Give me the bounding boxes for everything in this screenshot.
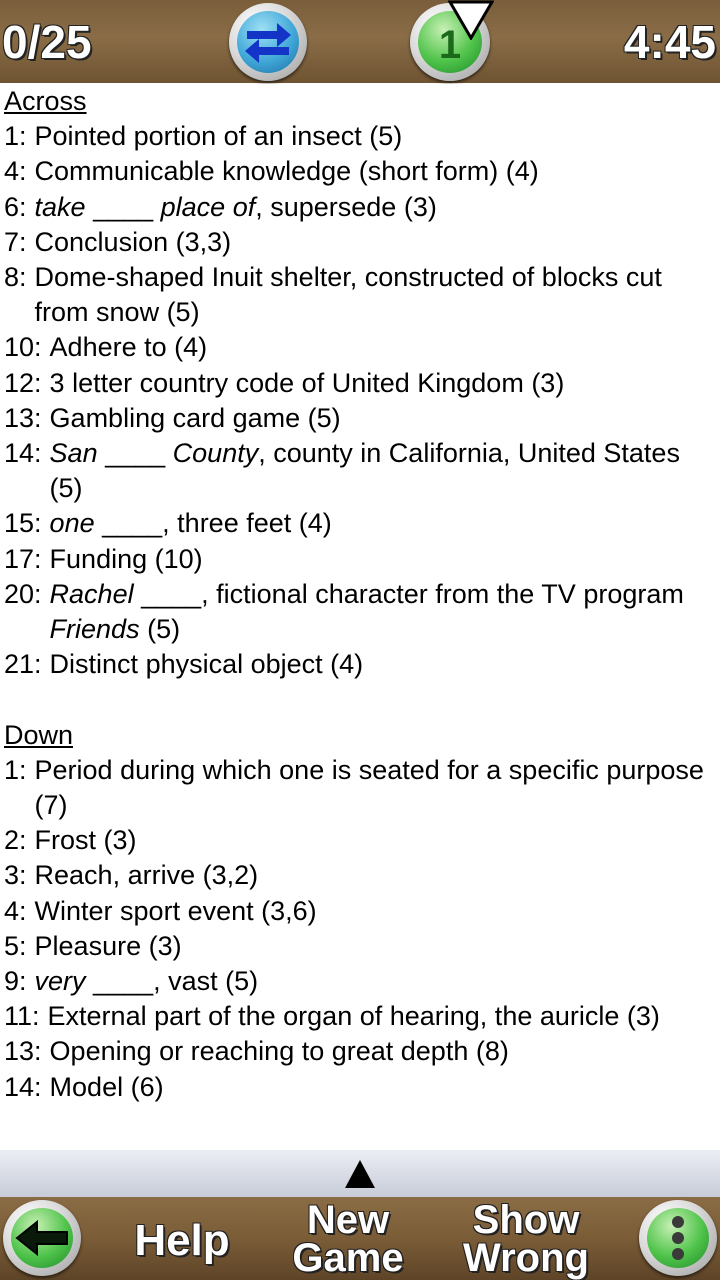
clue-text: Pleasure (3): [34, 930, 182, 961]
bottom-bar: [0, 1197, 720, 1280]
clue-text: one ____, three feet (4): [49, 508, 332, 539]
down-heading: Down: [4, 719, 74, 750]
clue-number: 3:: [4, 860, 27, 891]
clue-text: Communicable knowledge (short form) (4): [34, 156, 539, 187]
clue-number: 20:: [4, 578, 42, 609]
clue-text: Adhere to (4): [49, 332, 208, 363]
clue-item[interactable]: [0, 506, 720, 541]
swap-view-button[interactable]: [229, 3, 307, 81]
clue-item[interactable]: [0, 964, 720, 999]
clue-number: 8:: [4, 262, 27, 292]
clue-text: Model (6): [49, 1071, 164, 1102]
clue-item[interactable]: [0, 823, 720, 858]
clue-text: Frost (3): [34, 825, 137, 856]
clue-item[interactable]: [0, 929, 720, 964]
clue-item[interactable]: [0, 225, 720, 260]
clue-number: 10:: [4, 332, 42, 363]
clue-text: Conclusion (3,3): [34, 226, 232, 257]
clue-text: Distinct physical object (4): [49, 649, 364, 680]
clue-item[interactable]: [0, 647, 720, 682]
clue-text: Winter sport event (3,6): [34, 895, 317, 926]
clue-item[interactable]: [0, 753, 720, 823]
clue-number: 15:: [4, 508, 42, 539]
top-bar: [0, 0, 720, 83]
countdown-timer: 4:45: [623, 16, 716, 68]
back-arrow-icon: [11, 1208, 73, 1268]
clue-item[interactable]: [0, 577, 720, 647]
clue-text: Reach, arrive (3,2): [34, 860, 259, 891]
clue-number: 5:: [4, 930, 27, 961]
clue-item[interactable]: [0, 330, 720, 365]
help-button[interactable]: Help: [134, 1216, 230, 1265]
clue-number: 11:: [4, 1001, 40, 1032]
clue-item[interactable]: [0, 190, 720, 225]
clue-item[interactable]: [0, 858, 720, 893]
clue-text: very ____, vast (5): [34, 966, 259, 997]
clue-number: 14:: [4, 1071, 42, 1102]
clue-item[interactable]: [0, 260, 720, 330]
caret-down-icon: [448, 0, 494, 40]
swap-arrows-icon: [237, 11, 299, 73]
clue-number: 14:: [4, 438, 42, 469]
scroll-up-arrow-icon[interactable]: [343, 1158, 377, 1190]
clue-number: 13:: [4, 402, 42, 433]
clue-number: 17:: [4, 543, 42, 574]
clue-number: 9:: [4, 966, 27, 997]
clue-number: 13:: [4, 1036, 42, 1067]
clue-item[interactable]: [0, 119, 720, 154]
clue-number: 1:: [4, 754, 27, 785]
across-clues: [0, 119, 720, 682]
clue-text: San ____ County, county in California, United States (5): [49, 438, 680, 504]
clue-number: 12:: [4, 367, 42, 398]
new-game-button[interactable]: New Game: [292, 1198, 404, 1280]
clue-text: Funding (10): [49, 543, 203, 574]
clue-text: take ____ place of, supersede (3): [34, 191, 437, 222]
clue-text: External part of the organ of hearing, the auricle (3): [47, 1001, 660, 1032]
clue-number: 1:: [4, 121, 27, 152]
scroll-strip[interactable]: [0, 1150, 720, 1197]
score-counter: 0/25: [2, 16, 92, 68]
clue-item[interactable]: [0, 1034, 720, 1069]
clue-text: Period during which one is seated for a specific purpose (7): [34, 754, 704, 821]
clue-number: 21:: [4, 649, 42, 680]
menu-button[interactable]: [639, 1200, 717, 1276]
clue-item[interactable]: [0, 1070, 720, 1105]
section-spacer: [0, 682, 720, 717]
clue-number: 7:: [4, 226, 27, 257]
clue-text: Pointed portion of an insect (5): [34, 121, 403, 152]
clue-number: 4:: [4, 895, 27, 926]
clue-text: Gambling card game (5): [49, 402, 341, 433]
clue-number: 2:: [4, 825, 27, 856]
clue-item[interactable]: [0, 542, 720, 577]
down-clues: [0, 753, 720, 1105]
across-heading: Across: [4, 86, 87, 116]
clue-list[interactable]: [0, 84, 720, 1150]
clue-item[interactable]: [0, 894, 720, 929]
clue-text: 3 letter country code of United Kingdom (3): [49, 367, 565, 398]
clue-item[interactable]: [0, 401, 720, 436]
clue-number: 6:: [4, 191, 27, 222]
clue-text: Rachel ____, fictional character from the TV program Friends (5): [49, 578, 684, 645]
clue-number: 4:: [4, 156, 27, 187]
clue-text: Dome-shaped Inuit shelter, constructed of blocks cut from snow (5): [34, 262, 662, 328]
level-number: 1: [438, 23, 462, 67]
clue-item[interactable]: [0, 999, 720, 1034]
clue-item[interactable]: [0, 366, 720, 401]
more-dots-icon: [647, 1208, 709, 1268]
clue-item[interactable]: [0, 154, 720, 189]
back-button[interactable]: [3, 1200, 81, 1276]
show-wrong-button[interactable]: Show Wrong: [463, 1198, 589, 1280]
clue-text: Opening or reaching to great depth (8): [49, 1036, 509, 1067]
clue-item[interactable]: [0, 436, 720, 506]
